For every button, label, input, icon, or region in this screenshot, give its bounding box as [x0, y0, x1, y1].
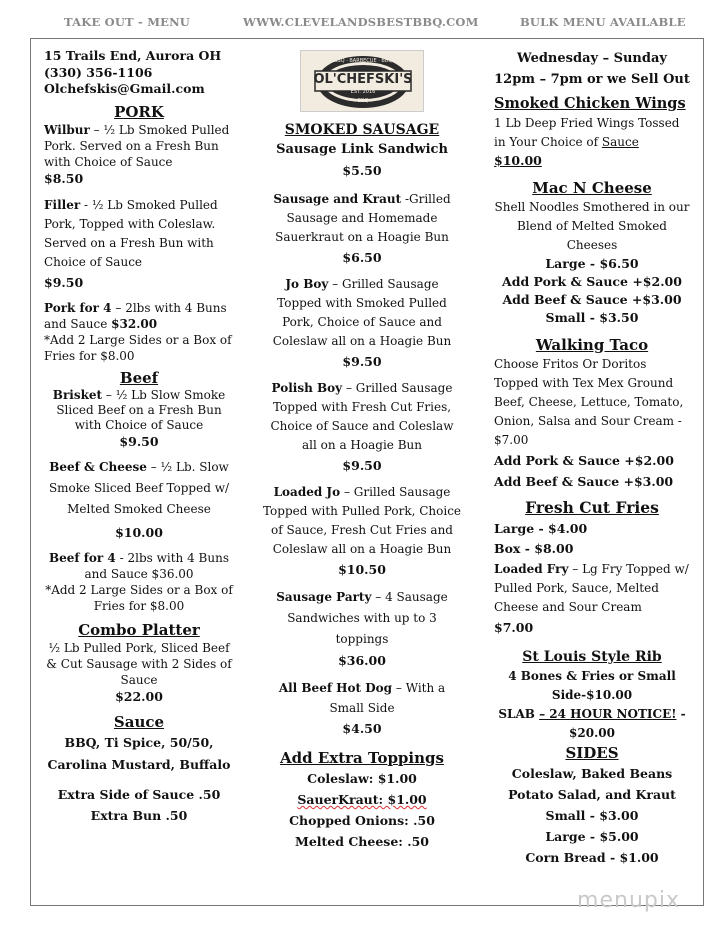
item-pork-for-4	[44, 300, 234, 332]
logo-top-text: BBQ · BARBECUE · BBQ	[333, 58, 393, 64]
item-brisket	[44, 388, 234, 433]
sides-small: Small - $3.00	[545, 808, 639, 823]
topping-coleslaw: Coleslaw: $1.00	[307, 771, 417, 786]
section-title-mac: Mac N Cheese	[532, 179, 652, 197]
item-wilbur-price: $8.50	[44, 170, 84, 186]
menu-column-middle	[262, 50, 462, 852]
combo-desc: ½ Lb Pulled Pork, Sliced Beef & Cut Sausage with 2 Sides of Sauce	[46, 640, 232, 687]
section-title-fresh-fries: Fresh Cut Fries	[525, 498, 659, 517]
item-wilbur-desc: – ½ Lb Smoked Pulled Pork. Served on a Fresh Bun with Choice of Sauce	[44, 122, 230, 169]
item-polish-boy	[262, 379, 462, 455]
extra-bun: Extra Bun .50	[90, 807, 188, 823]
item-polish-boy-price: $9.50	[342, 458, 382, 473]
item-brisket-desc: – ½ Lb Slow Smoke Sliced Beef on a Fresh Bun with Choice of Sauce	[56, 387, 226, 432]
topping-sauerkraut-text: SauerKraut: $1.00	[297, 792, 427, 807]
item-beef-cheese-desc: – ½ Lb. Slow Smoke Sliced Beef Topped w/ Melted Smoked Cheese	[48, 459, 230, 516]
fries-box: Box - $8.00	[494, 541, 574, 556]
menu-column-right	[494, 48, 690, 868]
item-jo-boy	[262, 275, 462, 351]
item-sausage-kraut	[262, 190, 462, 247]
rib-bones: 4 Bones & Fries or Small Side-$10.00	[508, 669, 676, 702]
item-pork-for-4-name: Pork for 4	[44, 300, 112, 315]
rib-slab-notice: – 24 HOUR NOTICE!	[539, 707, 677, 721]
item-loaded-fry-price: $7.00	[494, 620, 534, 635]
section-title-sauce: Sauce	[113, 712, 165, 731]
topping-sauerkraut	[262, 789, 462, 810]
item-loaded-jo-name: Loaded Jo	[273, 485, 341, 499]
mac-large: Large - $6.50	[545, 256, 639, 271]
sides-large: Large - $5.00	[545, 829, 639, 844]
sauce-list-line-1: BBQ, Ti Spice, 50/50,	[64, 734, 214, 750]
item-pork-for-4-addon: *Add 2 Large Sides or a Box of Fries for $8.00	[44, 332, 232, 363]
wings-desc-text: 1 Lb Deep Fried Wings Tossed in Your Choice of	[494, 116, 680, 149]
item-brisket-price: $9.50	[119, 433, 159, 449]
item-loaded-fry-desc: – Lg Fry Topped w/ Pulled Pork, Sauce, Melted Cheese and Sour Cream	[494, 562, 689, 614]
item-loaded-fry-name: Loaded Fry	[494, 562, 569, 576]
item-brisket-name: Brisket	[52, 387, 103, 402]
item-wilbur-name: Wilbur	[44, 122, 90, 137]
logo-bottom-text: BBQ	[357, 98, 369, 104]
item-hot-dog-name: All Beef Hot Dog	[278, 681, 393, 695]
item-filler	[44, 196, 234, 272]
topping-onions: Chopped Onions: .50	[289, 813, 435, 828]
fries-large: Large - $4.00	[494, 521, 588, 536]
sauce-list-line-2: Carolina Mustard, Buffalo	[47, 756, 231, 772]
item-hot-dog-price: $4.50	[342, 721, 382, 736]
item-sausage-party-name: Sausage Party	[276, 590, 372, 604]
item-polish-boy-name: Polish Boy	[271, 381, 343, 395]
hours-times: 12pm – 7pm or we Sell Out	[494, 72, 690, 87]
sides-list-2: Potato Salad, and Kraut	[508, 787, 676, 802]
rib-slab-label: SLAB	[498, 707, 535, 721]
section-title-combo: Combo Platter	[78, 620, 200, 639]
taco-add-beef: Add Beef & Sauce +$3.00	[494, 474, 674, 489]
header-takeout-label: TAKE OUT - MENU	[64, 15, 191, 29]
item-beef-for-4-desc: - 2lbs with 4 Buns and Sauce $36.00	[84, 550, 229, 581]
rib-slab-price: - $20.00	[569, 707, 686, 740]
sides-cornbread: Corn Bread - $1.00	[525, 850, 659, 865]
logo-name: OL'CHEFSKI'S	[313, 72, 413, 87]
section-title-extra-toppings: Add Extra Toppings	[280, 749, 444, 767]
item-sausage-kraut-name: Sausage and Kraut	[273, 192, 402, 206]
item-loaded-jo-desc: – Grilled Sausage Topped with Pulled Pork, Choice of Sauce, Fresh Cut Fries and Coleslaw all on a Hoagie Bun	[262, 485, 462, 556]
item-loaded-jo-price: $10.50	[338, 562, 386, 577]
item-hot-dog-desc: – With a Small Side	[329, 681, 446, 715]
item-sausage-kraut-desc: -Grilled Sausage and Homemade Sauerkraut on a Hoagie Bun	[275, 192, 451, 244]
section-title-walking-taco: Walking Taco	[535, 336, 649, 354]
topping-cheese: Melted Cheese: .50	[294, 834, 429, 849]
mac-desc: Shell Noodles Smothered in our Blend of Melted Smoked Cheeses	[494, 200, 690, 252]
taco-add-pork: Add Pork & Sauce +$2.00	[494, 453, 674, 468]
page-header	[0, 0, 720, 40]
contact-address: 15 Trails End, Aurora OH	[44, 48, 222, 63]
item-wilbur	[44, 122, 234, 170]
combo-price: $22.00	[115, 688, 163, 704]
section-title-wings: Smoked Chicken Wings	[494, 95, 686, 112]
section-title-rib: St Louis Style Rib	[522, 649, 662, 665]
rib-slab	[494, 705, 690, 743]
item-pork-for-4-desc: – 2lbs with 4 Buns and Sauce	[44, 300, 227, 331]
menu-column-left	[44, 48, 234, 826]
item-beef-for-4-addon: *Add 2 Large Sides or a Box of Fries for $8.00	[45, 582, 233, 613]
logo-wrap	[262, 50, 462, 112]
item-jo-boy-desc: – Grilled Sausage Topped with Smoked Pulled Pork, Choice of Sauce and Coleslaw all on a Hoagie Bun	[272, 277, 452, 348]
item-beef-cheese-name: Beef & Cheese	[49, 459, 147, 474]
contact-phone[interactable]: (330) 356-1106	[44, 64, 153, 80]
item-filler-desc: - ½ Lb Smoked Pulled Pork, Topped with Coleslaw. Served on a Fresh Bun with Choice of Sauce	[44, 197, 218, 269]
menupix-watermark: menupix	[577, 888, 680, 913]
section-title-smoked-sausage: SMOKED SAUSAGE	[284, 122, 440, 138]
item-sausage-link-price: $5.50	[342, 163, 382, 178]
mac-small: Small - $3.50	[545, 310, 639, 325]
item-filler-name: Filler	[44, 197, 81, 212]
item-loaded-fry	[494, 560, 690, 617]
item-sausage-party	[262, 587, 462, 650]
item-jo-boy-price: $9.50	[342, 354, 382, 369]
item-beef-cheese	[44, 457, 234, 520]
item-sausage-kraut-price: $6.50	[342, 250, 382, 265]
olchefskis-logo	[300, 50, 424, 112]
header-website[interactable]: WWW.CLEVELANDSBESTBBQ.COM	[243, 15, 479, 29]
wings-desc	[494, 114, 690, 152]
logo-est: EST. 2016	[350, 89, 376, 95]
item-beef-cheese-price: $10.00	[115, 524, 163, 540]
mac-add-pork: Add Pork & Sauce +$2.00	[502, 274, 682, 289]
contact-block	[44, 48, 234, 98]
section-title-pork: PORK	[114, 102, 164, 121]
hours-days: Wednesday – Sunday	[517, 51, 667, 66]
item-filler-price: $9.50	[44, 274, 84, 290]
sides-list-1: Coleslaw, Baked Beans	[511, 766, 673, 781]
item-pork-for-4-price: $32.00	[111, 316, 158, 331]
item-beef-for-4	[44, 550, 234, 582]
item-hot-dog	[262, 678, 462, 718]
item-jo-boy-name: Jo Boy	[285, 277, 329, 291]
header-bulk-label: BULK MENU AVAILABLE	[520, 15, 686, 29]
item-sausage-link-name: Sausage Link Sandwich	[276, 142, 448, 157]
item-beef-for-4-name: Beef for 4	[49, 550, 116, 565]
extra-side-sauce: Extra Side of Sauce .50	[57, 786, 221, 802]
wings-price: $10.00	[494, 153, 542, 168]
section-title-sides: SIDES	[565, 744, 619, 762]
item-polish-boy-desc: – Grilled Sausage Topped with Fresh Cut Fries, Choice of Sauce and Coleslaw all on a Hoagie Bun	[270, 381, 454, 452]
item-loaded-jo	[262, 483, 462, 559]
taco-desc: Choose Fritos Or Doritos Topped with Tex Mex Ground Beef, Cheese, Lettuce, Tomato, Onion, Salsa and Sour Cream - $7.00	[494, 357, 684, 447]
mac-add-beef: Add Beef & Sauce +$3.00	[502, 292, 682, 307]
contact-email[interactable]: Olchefskis@Gmail.com	[44, 81, 205, 96]
item-sausage-party-desc: – 4 Sausage Sandwiches with up to 3 toppings	[287, 590, 448, 646]
section-title-beef: Beef	[119, 368, 159, 387]
wings-desc-sauce: Sauce	[601, 135, 639, 149]
item-sausage-party-price: $36.00	[338, 653, 386, 668]
